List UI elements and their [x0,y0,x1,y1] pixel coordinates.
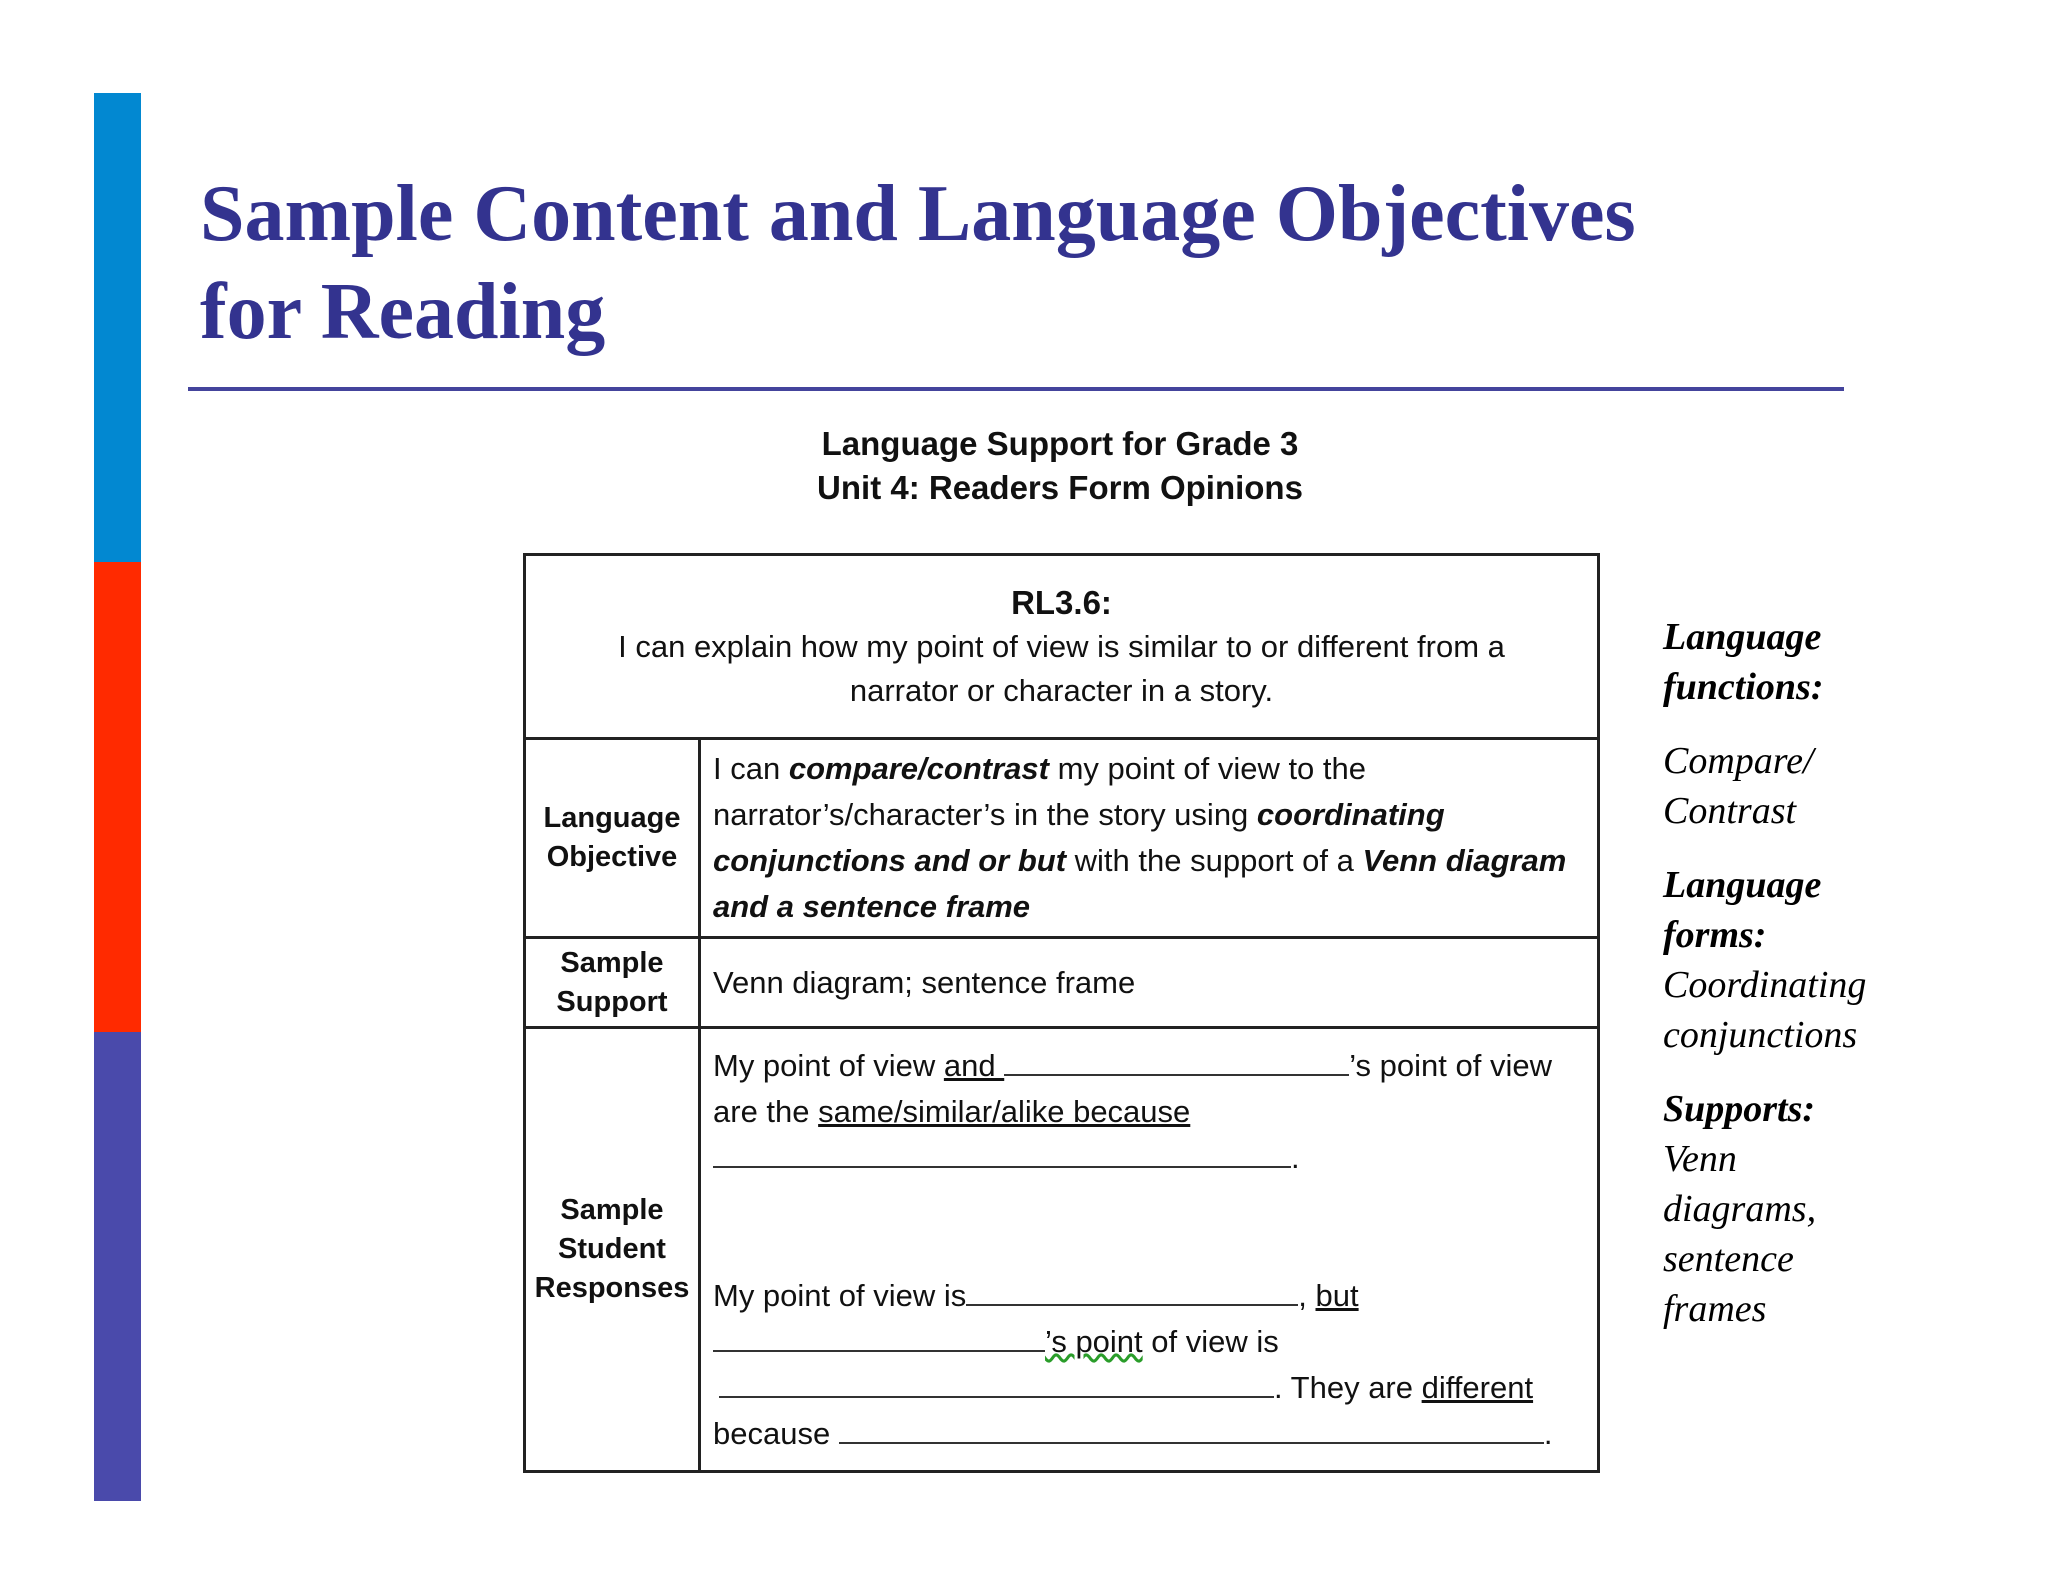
standard-code: RL3.6: [1011,583,1112,621]
blank-line [713,1140,1291,1168]
label-line: Language [1663,864,1822,906]
row-label-sample-support [525,938,700,1028]
table-header-row [525,555,1599,739]
language-objective-text [700,739,1599,938]
title-divider [188,387,1844,391]
accent-bar-blue [94,93,141,562]
value-line: Coordinating [1663,964,1867,1006]
label-line: Responses [534,1272,690,1304]
language-forms-value [1663,960,1963,1060]
underlined-and: and [943,1047,1005,1083]
underlined-same: same/similar/alike because [818,1093,1191,1129]
response-frame-different [713,1273,1585,1457]
slide-title [200,165,1800,361]
label-line: Sample [560,946,664,979]
text-run: . [1291,1139,1300,1175]
label-line: Language [543,802,681,834]
language-functions-label [1663,612,1963,712]
slide-title-line2: for Reading [200,268,606,356]
text-run: . [1543,1415,1553,1451]
objectives-sidebar [1663,612,1963,1358]
label-line: Objective [546,841,678,873]
value-line: Compare/ [1663,740,1814,782]
text-run: with the support of a [1066,843,1363,878]
text-run: My point of view is [713,1277,967,1313]
response-frame-similar [713,1043,1585,1181]
standard-text: I can explain how my point of view is similar to or different from a narrator or character in a story. [618,628,1505,708]
blank-line [839,1416,1544,1444]
emphasis-conjunctions: coordinating conjunctions and or but [713,797,1445,878]
underlined-point: ’s point [1045,1323,1143,1359]
value-line: Contrast [1663,790,1797,832]
document-title-line2: Unit 4: Readers Form Opinions [817,469,1303,506]
language-forms-label [1663,860,1963,960]
row-label-language-objective [525,739,700,938]
supports-label: Supports: [1663,1088,1816,1130]
value-line: sentence [1663,1238,1794,1280]
table-row-language-objective [525,739,1599,938]
value-line: diagrams, [1663,1188,1817,1230]
sample-support-text: Venn diagram; sentence frame [700,938,1599,1028]
table-row-sample-responses [525,1028,1599,1472]
document-title-line1: Language Support for Grade 3 [821,425,1299,462]
language-functions-group [1663,612,1963,836]
table-row-sample-support [525,938,1599,1028]
label-line: functions: [1663,666,1824,708]
supports-group [1663,1084,1963,1334]
value-line: conjunctions [1663,1014,1858,1056]
blank-line [966,1278,1298,1306]
label-line: Support [556,985,668,1018]
supports-value [1663,1134,1963,1334]
blank-line [719,1370,1274,1398]
value-line: Venn [1663,1138,1737,1180]
text-run: , [1298,1277,1316,1313]
text-run: My point of view [713,1047,944,1083]
standard-cell [525,555,1599,739]
underlined-different: different [1421,1369,1534,1405]
text-run: I can [713,751,789,786]
text-run: because [713,1415,839,1451]
value-line: frames [1663,1288,1767,1330]
label-line: forms: [1663,914,1767,956]
underlined-but: but [1315,1277,1359,1313]
emphasis-compare: compare/contrast [788,751,1049,786]
label-line: Language [1663,616,1822,658]
emphasis-supports: Venn diagram and a sentence frame [713,843,1567,924]
sample-responses-text [700,1028,1599,1472]
label-line: Sample [560,1194,664,1226]
blank-line [1004,1048,1349,1076]
language-forms-group [1663,860,1963,1060]
accent-bar-purple [94,1032,141,1501]
accent-bar-red [94,562,141,1032]
text-run: . They are [1274,1369,1422,1405]
blank-line [713,1324,1045,1352]
text-run: my point of view to the narrator’s/character’s in the story using [713,751,1367,832]
language-functions-value [1663,736,1963,836]
objectives-table [523,553,1600,1473]
label-line: Student [558,1233,666,1265]
text-run: of view is [1142,1323,1279,1359]
text-run: ’s point of view are the [713,1047,1552,1129]
row-label-sample-responses [525,1028,700,1472]
slide-title-line1: Sample Content and Language Objectives [200,170,1636,258]
